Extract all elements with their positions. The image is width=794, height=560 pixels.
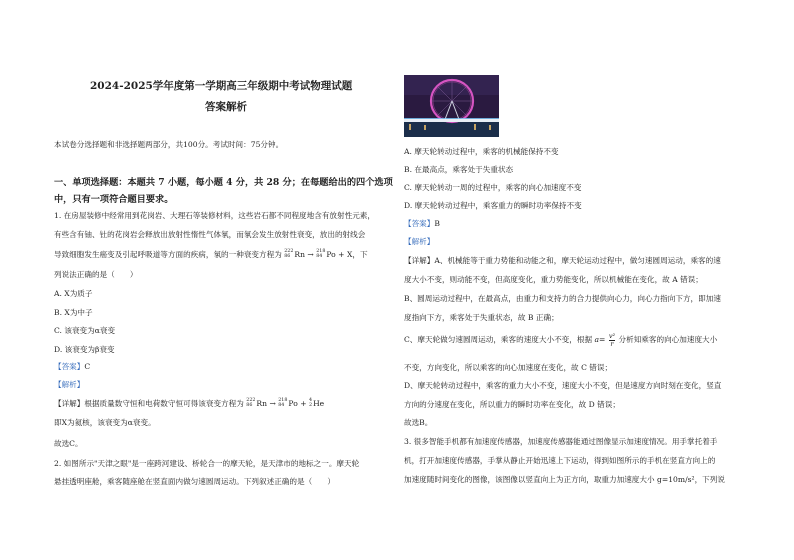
q1-line3 bbox=[54, 250, 368, 260]
q2-detail-b2: 度指向下方，乘客处于失重状态，故 B 正确； bbox=[404, 313, 559, 322]
q2-detail-a2: 度大小不变，则动能不变，但高度变化，重力势能变化，所以机械能在变化，故 A 错误； bbox=[404, 275, 703, 284]
detail-tag: 【详解】 bbox=[404, 256, 435, 265]
q1-detail bbox=[54, 399, 324, 409]
q2-detail-d2: 方向的分速度在变化，所以重力的瞬时功率在变化，故 D 错误； bbox=[404, 400, 620, 409]
water bbox=[404, 121, 499, 137]
rn-nuclide-numbers: 222 86 bbox=[246, 398, 256, 408]
intro-text: 本试卷分选择题和非选择题两部分，共100分。考试时间：75分钟。 bbox=[54, 140, 284, 149]
q1-conclusion: 故选C。 bbox=[54, 439, 83, 448]
answer-value: B bbox=[434, 219, 440, 228]
po-nuclide-numbers: 218 84 bbox=[316, 249, 326, 259]
q1-option-c: C. 该衰变为α衰变 bbox=[54, 326, 116, 335]
c1-text: C、摩天轮做匀速圆周运动，乘客的速度大小不变，根据 bbox=[404, 335, 593, 344]
q2-detail-c1 bbox=[404, 333, 717, 347]
q1-line4: 列说法正确的是（ ） bbox=[54, 270, 138, 279]
formula-a: a bbox=[594, 335, 600, 344]
q1-option-b: B. X为中子 bbox=[54, 308, 93, 317]
q3-line1: 3. 很多智能手机都有加速度传感器，加速度传感器能通过图像显示加速度情况。用手掌托着手 bbox=[404, 437, 718, 446]
detail-text: 根据质量数守恒和电荷数守恒可得该衰变方程为 bbox=[84, 399, 244, 408]
po-symbol: Po bbox=[288, 399, 298, 408]
q1-line3-end: ，下 bbox=[352, 250, 368, 259]
decay-arrow: → bbox=[307, 250, 314, 259]
q1-line3-text: 导致细胞发生癌变及引起呼吸道等方面的疾病，氡的一种衰变方程为 bbox=[54, 250, 282, 259]
q2-detail-d1: D、摩天轮转动过程中，乘客的重力大小不变，速度大小不变，但是速度方向时刻在变化，竖直 bbox=[404, 381, 722, 390]
plus-sign: + bbox=[300, 399, 307, 408]
page-title: 2024-2025学年度第一学期高三年级期中考试物理试题 bbox=[90, 80, 353, 92]
he-symbol: He bbox=[313, 399, 325, 408]
q2-detail-b1: B、圆周运动过程中，在最高点，由重力和支持力的合力提供向心力，向心力指向下方，即加速 bbox=[404, 294, 721, 303]
q1-detail-line2: 即X为氦核，该衰变为α衰变。 bbox=[54, 418, 156, 427]
decay-arrow: → bbox=[269, 399, 276, 408]
section-heading-line1: 一、单项选择题：本题共 7 小题，每小题 4 分，共 28 分；在每题给出的四个选项 bbox=[54, 177, 393, 188]
page-subtitle: 答案解析 bbox=[205, 101, 247, 113]
c1-text-end: 分析知乘客的向心加速度大小 bbox=[618, 335, 718, 344]
q2-answer bbox=[404, 219, 440, 228]
he-nuclide-numbers: 4 2 bbox=[309, 398, 313, 408]
q2-option-d: D. 摩天轮转动过程中，乘客重力的瞬时功率保持不变 bbox=[404, 201, 582, 210]
formula-eq: = bbox=[599, 335, 606, 344]
detail-tag: 【详解】 bbox=[54, 399, 85, 408]
q1-analysis-tag: 【解析】 bbox=[54, 380, 85, 389]
rn-symbol: Rn bbox=[294, 250, 305, 259]
ferris-wheel-image bbox=[404, 75, 499, 137]
section-heading-line2: 中，只有一项符合题目要求。 bbox=[54, 194, 174, 205]
tianjin-eye-photo bbox=[404, 75, 499, 137]
bridge-deck bbox=[404, 119, 499, 122]
q1-option-d: D. 该衰变为β衰变 bbox=[54, 345, 115, 354]
q1-option-a: A. X为质子 bbox=[54, 289, 93, 298]
answer-tag: 【答案】 bbox=[404, 219, 435, 228]
q2-line2: 悬挂透明座舱，乘客随座舱在竖直面内做匀速圆周运动。下列叙述正确的是（ ） bbox=[54, 477, 335, 486]
answer-tag: 【答案】 bbox=[54, 362, 85, 371]
q2-option-b: B. 在最高点，乘客处于失重状态 bbox=[404, 165, 514, 174]
q3-line2: 机，打开加速度传感器，手掌从静止开始迅速上下运动，得到如图所示的手机在竖直方向上的 bbox=[404, 456, 716, 465]
q2-option-a: A. 摩天轮转动过程中，乘客的机械能保持不变 bbox=[404, 147, 559, 156]
q3-line3: 加速度随时间变化的图像，该图像以竖直向上为正方向，取重力加速度大小 g=10m/s²，下列说 bbox=[404, 475, 725, 484]
q1-answer bbox=[54, 362, 90, 371]
centripetal-formula-fraction: $\frac{\text{v²}}{r}$ bbox=[608, 332, 616, 348]
plus-x: + X bbox=[338, 250, 353, 259]
q2-detail-a1 bbox=[404, 256, 721, 265]
q2-detail-c2: 不变，方向变化，所以乘客的向心加速度在变化，故 C 错误； bbox=[404, 363, 613, 372]
po-nuclide-numbers: 218 84 bbox=[278, 398, 288, 408]
q2-line1: 2. 如图所示"天津之眼"是一座跨河建设、桥轮合一的摩天轮，是天津市的地标之一。摩天轮 bbox=[54, 459, 360, 468]
po-symbol: Po bbox=[326, 250, 336, 259]
q1-line1: 1. 在房屋装修中经常用到花岗岩、大理石等装修材料，这些岩石都不同程度地含有放射性元素， bbox=[54, 211, 375, 220]
q2-analysis-tag: 【解析】 bbox=[404, 237, 435, 246]
q1-line2: 有些含有铀、钍的花岗岩会释放出放射性惰性气体氡，而氡会发生放射性衰变，放出的射线会 bbox=[54, 230, 366, 239]
answer-value: C bbox=[84, 362, 91, 371]
rn-symbol: Rn bbox=[256, 399, 268, 408]
q2-conclusion: 故选B。 bbox=[404, 418, 433, 427]
detail-text: A、机械能等于重力势能和动能之和，摩天轮运动过程中，做匀速圆周运动，乘客的速 bbox=[434, 256, 721, 265]
q2-option-c: C. 摩天轮转动一周的过程中，乘客的向心加速度不变 bbox=[404, 183, 582, 192]
rn-nuclide-numbers: 222 86 bbox=[284, 249, 294, 259]
